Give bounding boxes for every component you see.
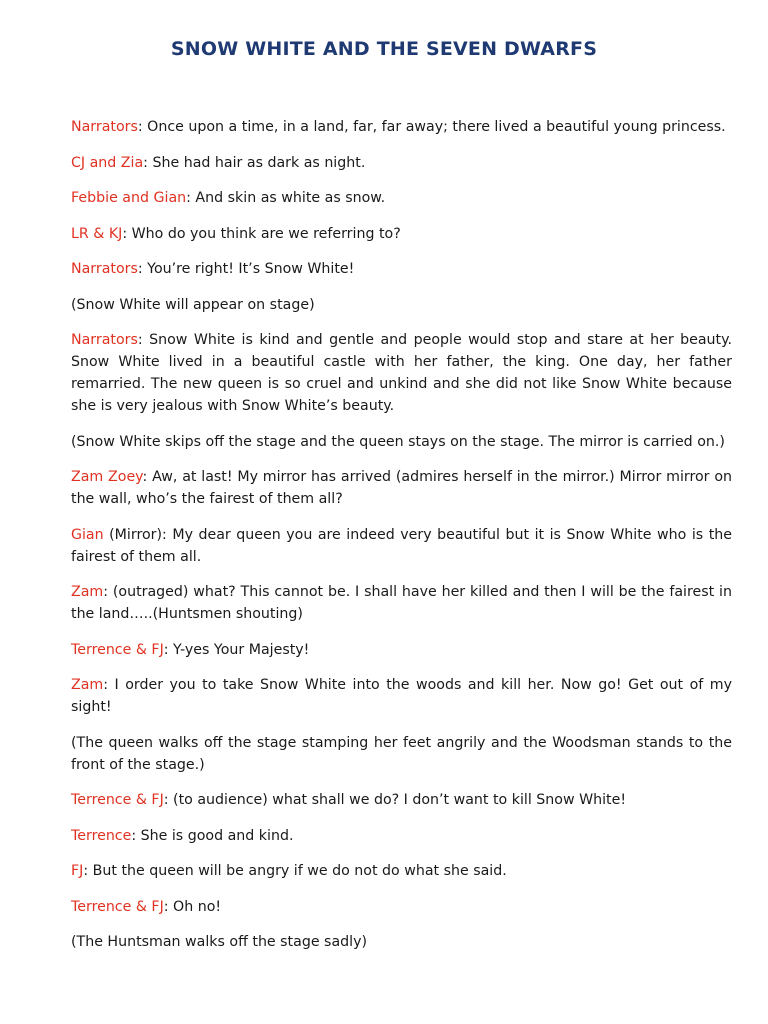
line-text: : Who do you think are we referring to? [122,225,401,242]
stage-direction [71,431,732,453]
line-text: : Snow White is kind and gentle and people would stop and stare at her beauty. Snow White lived in a beautiful castle with her father, the king. One day, her father remarried. The new queen is so cruel and unkind and she did not like Snow White because she is very jealous with Snow White’s beauty. [71,332,732,414]
dialogue-line [71,223,732,245]
speaker-name: Zam [71,584,104,600]
speaker-name: Terrence [71,827,132,844]
dialogue-line [71,116,732,138]
dialogue-line [71,896,732,918]
speaker-name: Narrators [71,332,138,348]
stage-direction-text: (The queen walks off the stage stamping her feet angrily and the Woodsman stands to the front of the stage.) [71,734,732,773]
stage-direction [71,732,732,776]
speaker-name: Zam [71,677,104,693]
line-text: : Once upon a time, in a land, far, far away; there lived a beautiful young princess. [137,119,726,135]
speaker-name: Gian [71,526,104,543]
line-text: : Y-yes Your Majesty! [163,641,310,658]
dialogue-line [71,789,732,811]
stage-direction [71,294,732,316]
dialogue-line [71,639,732,661]
dialogue-line [71,258,732,280]
speaker-name: Narrators [71,261,138,277]
line-text: : Oh no! [163,898,222,915]
line-text: : You’re right! It’s Snow White! [137,261,355,277]
line-text: (Mirror): My dear queen you are indeed very beautiful but it is Snow White who is the fairest of them all. [71,526,732,565]
script-body [71,116,732,967]
speaker-name: Terrence & FJ [71,898,164,915]
dialogue-line [71,524,732,568]
document-title: SNOW WHITE AND THE SEVEN DWARFS [170,38,598,60]
speaker-name: FJ [71,863,84,879]
dialogue-line [71,581,732,625]
stage-direction-text: (Snow White will appear on stage) [71,296,315,313]
line-text: : (to audience) what shall we do? I don’t want to kill Snow White! [163,792,627,808]
speaker-name: Zam Zoey [71,469,143,485]
dialogue-line [71,152,732,174]
line-text: : (outraged) what? This cannot be. I shall have her killed and then I will be the fairest in the land…..(Huntsmen shouting) [71,584,732,622]
speaker-name: CJ and Zia [71,154,144,171]
speaker-name: Terrence & FJ [71,792,164,808]
dialogue-line [71,860,732,882]
speaker-name: Terrence & FJ [71,641,164,658]
speaker-name: Febbie and Gian [71,190,187,206]
line-text: : And skin as white as snow. [186,190,386,206]
line-text: : She had hair as dark as night. [143,154,366,171]
line-text: : Aw, at last! My mirror has arrived (admires herself in the mirror.) Mirror mirror on the wall, who’s the fairest of them all? [71,469,732,507]
stage-direction-text: (Snow White skips off the stage and the queen stays on the stage. The mirror is carried on.) [71,433,725,450]
speaker-name: LR & KJ [71,225,123,242]
line-text: : But the queen will be angry if we do not do what she said. [83,863,507,879]
dialogue-line [71,187,732,209]
dialogue-line [71,825,732,847]
line-text: : She is good and kind. [131,827,294,844]
dialogue-line [71,674,732,718]
line-text: : I order you to take Snow White into the woods and kill her. Now go! Get out of my sight! [71,677,732,715]
stage-direction-text: (The Huntsman walks off the stage sadly) [71,934,368,950]
dialogue-line [71,466,732,510]
dialogue-line [71,329,732,417]
speaker-name: Narrators [71,119,138,135]
stage-direction [71,931,732,953]
